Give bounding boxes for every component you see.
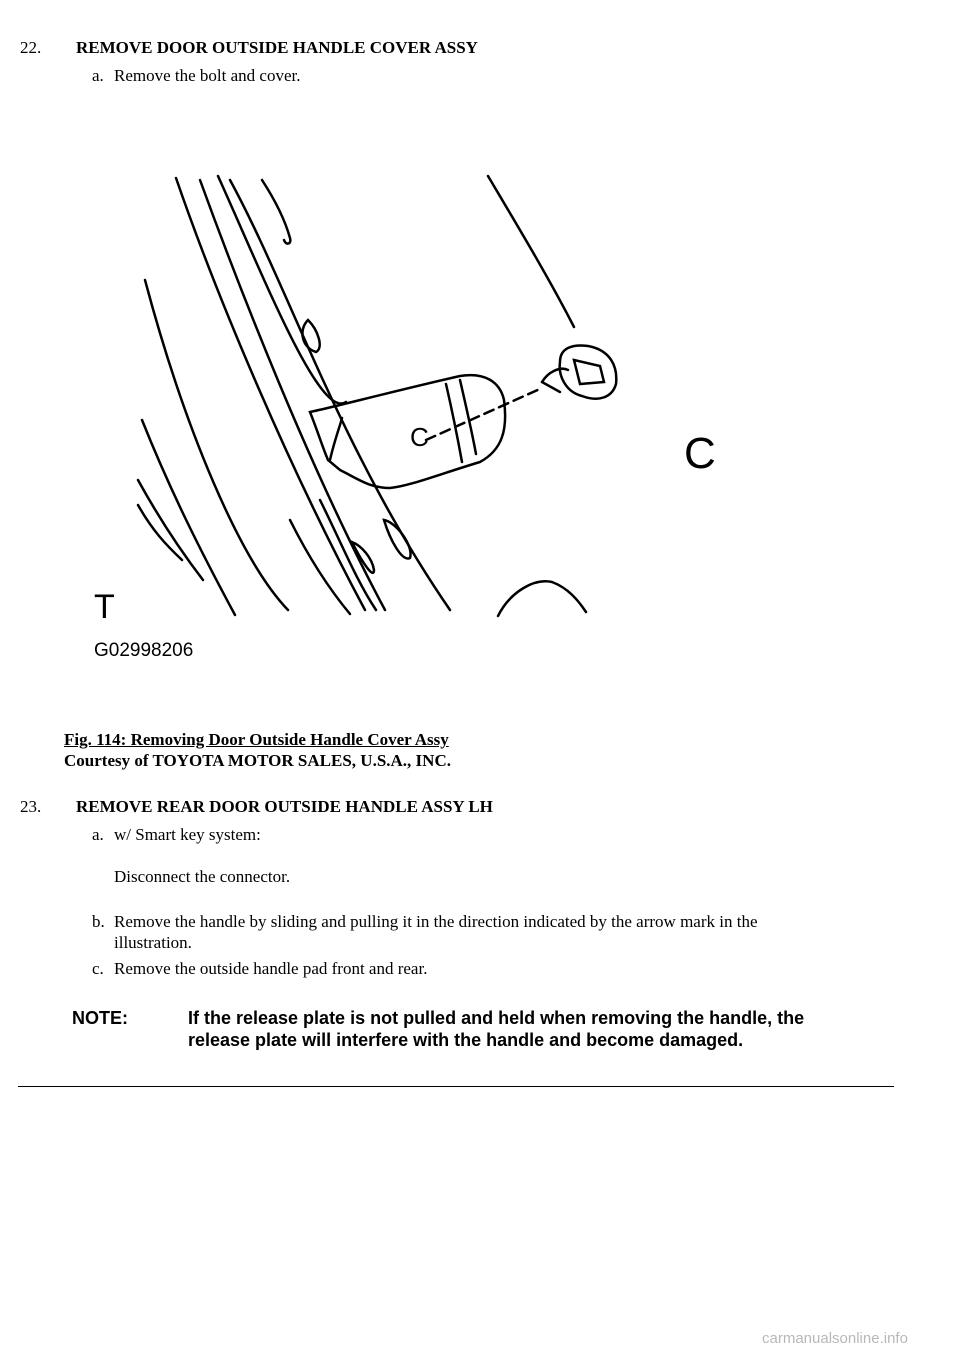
door-handle-cover-illustration [90, 170, 730, 665]
watermark: carmanualsonline.info [762, 1330, 908, 1347]
note-line-2: release plate will interfere with the handle and become damaged. [188, 1030, 744, 1050]
left-callout-label: T [94, 588, 115, 626]
step-22a-text: Remove the bolt and cover. [114, 66, 301, 85]
note-label: NOTE: [72, 1008, 128, 1028]
figure-caption-title: Fig. 114: Removing Door Outside Handle Cover Assy [64, 730, 449, 749]
cover-callout-label: C [410, 422, 429, 452]
section-divider [18, 1086, 894, 1087]
step-22-title: REMOVE DOOR OUTSIDE HANDLE COVER ASSY [76, 38, 478, 57]
step-23-title: REMOVE REAR DOOR OUTSIDE HANDLE ASSY LH [76, 797, 493, 816]
step-23b-text: Remove the handle by sliding and pulling it in the direction indicated by the arrow mark in the [114, 912, 758, 931]
step-22a-letter: a. [92, 66, 104, 85]
right-callout-label: C [684, 429, 716, 478]
step-23-number: 23. [20, 797, 42, 816]
figure-code: G02998206 [94, 640, 194, 661]
step-23a-letter: a. [92, 825, 104, 844]
step-22-number: 22. [20, 38, 42, 57]
step-23a-subtext: Disconnect the connector. [114, 867, 291, 886]
step-23b-text-cont: illustration. [114, 933, 192, 952]
step-23c-text: Remove the outside handle pad front and rear. [114, 959, 428, 978]
step-23c-letter: c. [92, 959, 104, 978]
step-23a-text: w/ Smart key system: [114, 825, 261, 844]
note-line-1: If the release plate is not pulled and held when removing the handle, the [188, 1008, 805, 1028]
step-23b-letter: b. [92, 912, 105, 931]
illustration-drawing [90, 170, 730, 665]
figure-caption-credit: Courtesy of TOYOTA MOTOR SALES, U.S.A., INC. [64, 751, 451, 770]
